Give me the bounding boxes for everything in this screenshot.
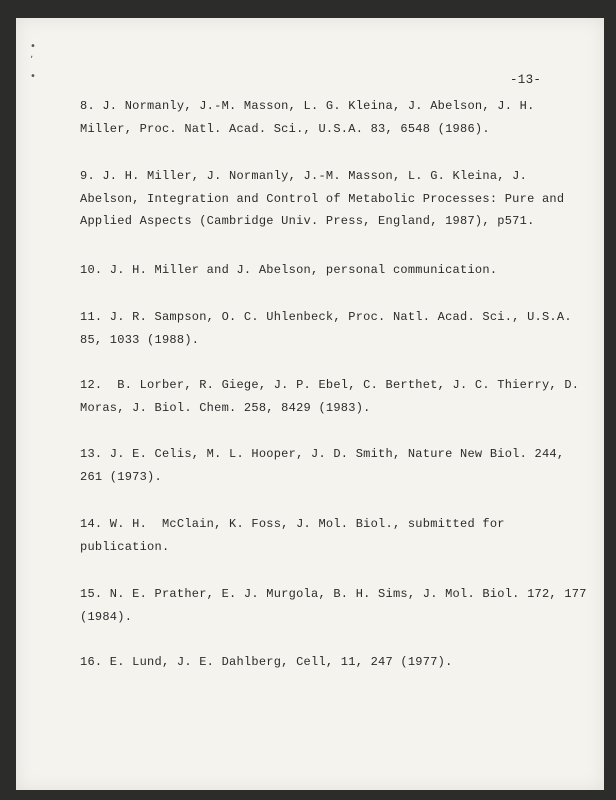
reference-line: Miller, Proc. Natl. Acad. Sci., U.S.A. 83, 6548 (1986). xyxy=(80,121,490,136)
reference-13 xyxy=(80,443,565,488)
margin-mark: • xyxy=(30,41,36,52)
reference-line: Applied Aspects (Cambridge Univ. Press, England, 1987), p571. xyxy=(80,214,535,228)
reference-line: 261 (1973). xyxy=(80,469,162,484)
reference-line: 8. J. Normanly, J.-M. Masson, L. G. Kleina, J. Abelson, J. H. xyxy=(80,99,535,113)
reference-line: 11. J. R. Sampson, O. C. Uhlenbeck, Proc. Natl. Acad. Sci., U.S.A. xyxy=(80,310,572,324)
reference-line: publication. xyxy=(80,539,170,554)
reference-line: 13. J. E. Celis, M. L. Hooper, J. D. Smith, Nature New Biol. 244, xyxy=(80,447,565,461)
reference-15 xyxy=(80,583,587,628)
reference-line: Abelson, Integration and Control of Metabolic Processes: Pure and xyxy=(80,191,565,206)
reference-10 xyxy=(80,259,550,282)
reference-9 xyxy=(80,165,565,233)
reference-line: 85, 1033 (1988). xyxy=(80,332,200,347)
reference-line: 16. E. Lund, J. E. Dahlberg, Cell, 11, 247 (1977). xyxy=(80,655,453,669)
reference-16 xyxy=(80,651,550,674)
margin-mark: • xyxy=(30,71,36,82)
reference-14 xyxy=(80,513,550,558)
reference-line: Moras, J. Biol. Chem. 258, 8429 (1983). xyxy=(80,400,371,415)
reference-line: 9. J. H. Miller, J. Normanly, J.-M. Masson, L. G. Kleina, J. xyxy=(80,169,528,183)
reference-line: 14. W. H. McClain, K. Foss, J. Mol. Biol., submitted for xyxy=(80,517,505,531)
reference-line: (1984). xyxy=(80,609,133,624)
reference-line: 15. N. E. Prather, E. J. Murgola, B. H. Sims, J. Mol. Biol. 172, 177 xyxy=(80,587,587,601)
reference-12 xyxy=(80,374,580,419)
reference-line: 12. B. Lorber, R. Giege, J. P. Ebel, C. Berthet, J. C. Thierry, D. xyxy=(80,378,580,392)
reference-8 xyxy=(80,95,550,140)
reference-line: 10. J. H. Miller and J. Abelson, personal communication. xyxy=(80,263,498,277)
margin-mark: ʼ xyxy=(30,55,34,66)
reference-11 xyxy=(80,306,572,351)
page-number: -13- xyxy=(510,73,542,87)
